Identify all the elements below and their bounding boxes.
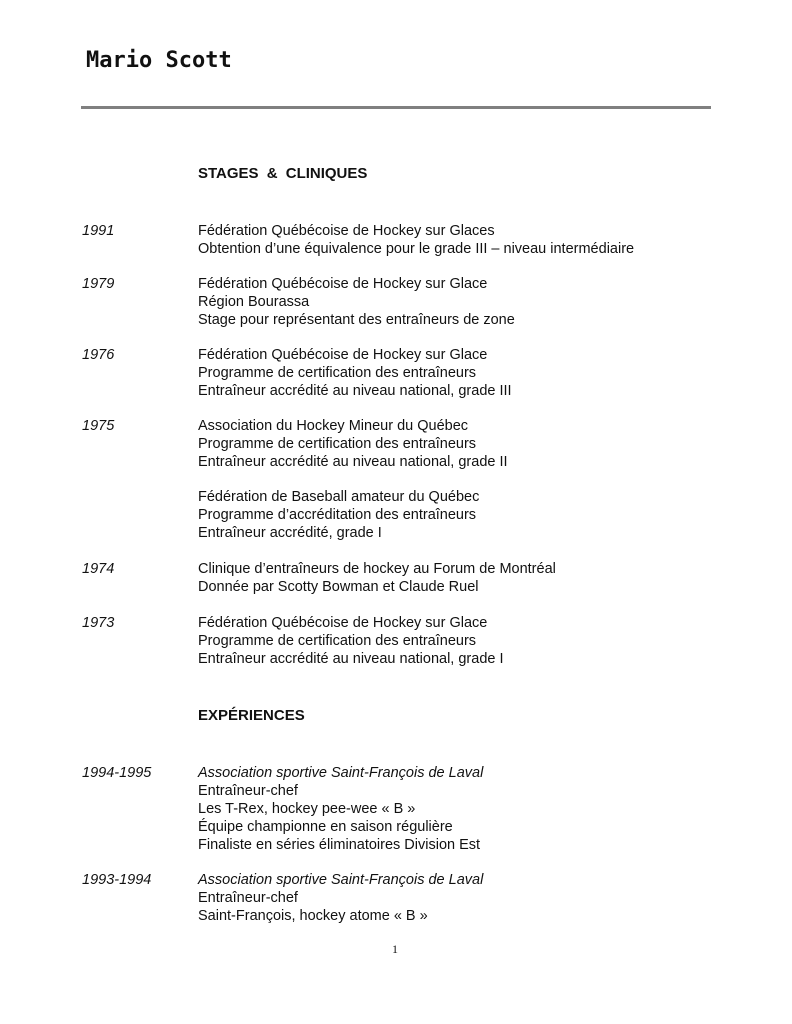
entry-line: Fédération Québécoise de Hockey sur Glace — [198, 347, 488, 363]
entry-line: Fédération de Baseball amateur du Québec — [198, 489, 480, 505]
entry-line: Équipe championne en saison régulière — [198, 819, 453, 835]
entry-line: Entraîneur accrédité au niveau national, grade III — [198, 383, 512, 399]
entry-year: 1994-1995 — [82, 765, 152, 781]
section-heading-stages: STAGES & CLINIQUES — [198, 165, 368, 182]
entry-details — [198, 488, 479, 542]
entry-line: Fédération Québécoise de Hockey sur Glace — [198, 276, 488, 292]
entry-line: Stage pour représentant des entraîneurs de zone — [198, 312, 515, 328]
entry-line: Entraîneur accrédité au niveau national, grade II — [198, 454, 508, 470]
entry-year: 1976 — [82, 347, 115, 363]
entry-line: Programme de certification des entraîneurs — [198, 633, 477, 649]
entry-year: 1975 — [82, 418, 115, 434]
page-number: 1 — [392, 942, 398, 956]
entry-line: Entraîneur accrédité au niveau national, grade I — [198, 651, 504, 667]
entry-details — [198, 417, 508, 471]
entry-line: Région Bourassa — [198, 294, 310, 310]
entry-line: Programme de certification des entraîneurs — [198, 365, 477, 381]
entry-organization: Association sportive Saint-François de Laval — [198, 765, 484, 781]
entry-details — [198, 222, 634, 258]
entry-line: Programme d’accréditation des entraîneurs — [198, 507, 477, 523]
entry-line: Association du Hockey Mineur du Québec — [198, 418, 469, 434]
header-divider — [81, 106, 711, 109]
entry-year: 1974 — [82, 561, 115, 577]
entry-line: Finaliste en séries éliminatoires Division Est — [198, 837, 481, 853]
entry-year: 1993-1994 — [82, 872, 152, 888]
entry-year: 1973 — [82, 615, 115, 631]
resume-name: Mario Scott — [86, 48, 232, 73]
entry-line: Donnée par Scotty Bowman et Claude Ruel — [198, 579, 479, 595]
entry-details — [198, 346, 512, 400]
entry-line: Programme de certification des entraîneurs — [198, 436, 477, 452]
entry-details — [198, 614, 504, 668]
entry-line: Entraîneur-chef — [198, 890, 298, 906]
section-heading-experiences: EXPÉRIENCES — [198, 707, 305, 724]
entry-details — [198, 560, 556, 596]
entry-line: Saint-François, hockey atome « B » — [198, 908, 428, 924]
entry-line: Fédération Québécoise de Hockey sur Glaces — [198, 223, 495, 239]
entry-details — [198, 871, 483, 925]
entry-line: Fédération Québécoise de Hockey sur Glace — [198, 615, 488, 631]
entry-line: Clinique d’entraîneurs de hockey au Forum de Montréal — [198, 561, 556, 577]
entry-year: 1991 — [82, 223, 115, 239]
entry-details — [198, 275, 515, 329]
entry-line: Obtention d’une équivalence pour le grade III – niveau intermédiaire — [198, 241, 635, 257]
entry-organization: Association sportive Saint-François de Laval — [198, 872, 484, 888]
entry-year: 1979 — [82, 276, 115, 292]
entry-details — [198, 764, 483, 854]
entry-line: Entraîneur accrédité, grade I — [198, 525, 382, 541]
entry-line: Les T-Rex, hockey pee-wee « B » — [198, 801, 416, 817]
entry-line: Entraîneur-chef — [198, 783, 298, 799]
